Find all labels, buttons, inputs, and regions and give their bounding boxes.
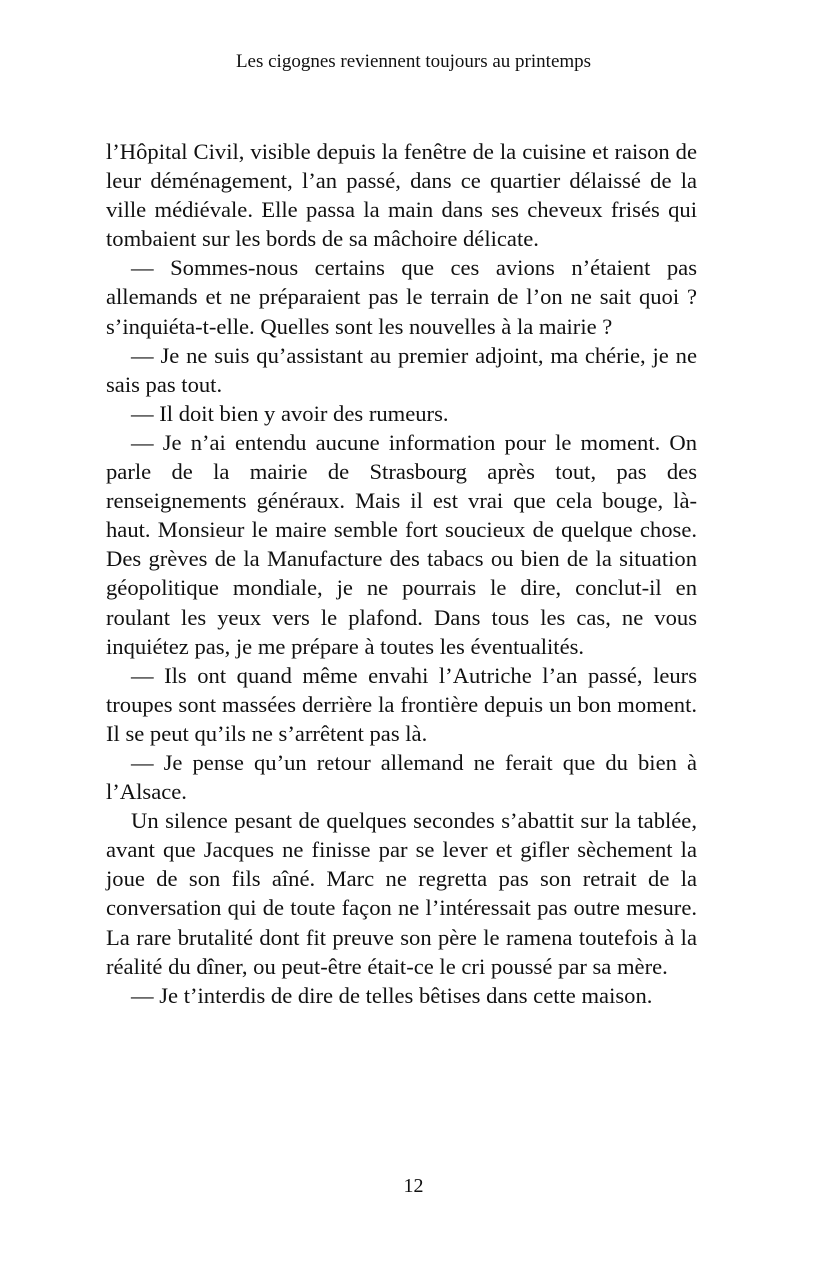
paragraph: — Sommes-nous certains que ces avions n’étaient pas allemands et ne préparaient pas le terrain de l’on ne sait quoi ? s’inquiéta-t-elle. Quelles sont les nouvelles à la mairie ? <box>106 255 697 339</box>
paragraph: — Je n’ai entendu aucune information pour le moment. On parle de la mairie de Strasbourg après tout, pas des renseignements généraux. Mais il est vrai que cela bouge, là-haut. Monsieur le maire semble fort soucieux de quelque chose. Des grèves de la Manufacture des tabacs ou bien de la situation géopolitique mondiale, je ne pourrais le dire, conclut-il en roulant les yeux vers le plafond. Dans tous les cas, ne vous inquiétez pas, je me prépare à toutes les éventualités. <box>106 429 697 659</box>
paragraph: l’Hôpital Civil, visible depuis la fenêtre de la cuisine et raison de leur déménagement, l’an passé, dans ce quartier délaissé de la ville médiévale. Elle passa la main dans ses cheveux frisés qui tombaient sur les bords de sa mâchoire délicate. <box>106 139 697 252</box>
paragraph: — Je pense qu’un retour allemand ne ferait que du bien à l’Alsace. <box>106 749 697 805</box>
paragraph: — Il doit bien y avoir des rumeurs. <box>131 400 449 426</box>
page-number: 12 <box>403 1175 424 1197</box>
body-text <box>106 137 697 1010</box>
running-header: Les cigognes reviennent toujours au printemps <box>235 51 592 72</box>
paragraph: — Ils ont quand même envahi l’Autriche l’an passé, leurs troupes sont massées derrière la frontière depuis un bon moment. Il se peut qu’ils ne s’arrêtent pas là. <box>106 662 697 746</box>
paragraph: Un silence pesant de quelques secondes s’abattit sur la tablée, avant que Jacques ne finisse par se lever et gifler sèchement la joue de son fils aîné. Marc ne regretta pas son retrait de la conversation qui de toute façon ne l’intéressait pas outre mesure. La rare brutalité dont fit preuve son père le ramena toutefois à la réalité du dîner, ou peut-être était-ce le cri poussé par sa mère. <box>106 808 697 979</box>
paragraph: — Je ne suis qu’assistant au premier adjoint, ma chérie, je ne sais pas tout. <box>106 342 697 397</box>
paragraph: — Je t’interdis de dire de telles bêtises dans cette maison. <box>131 982 653 1008</box>
